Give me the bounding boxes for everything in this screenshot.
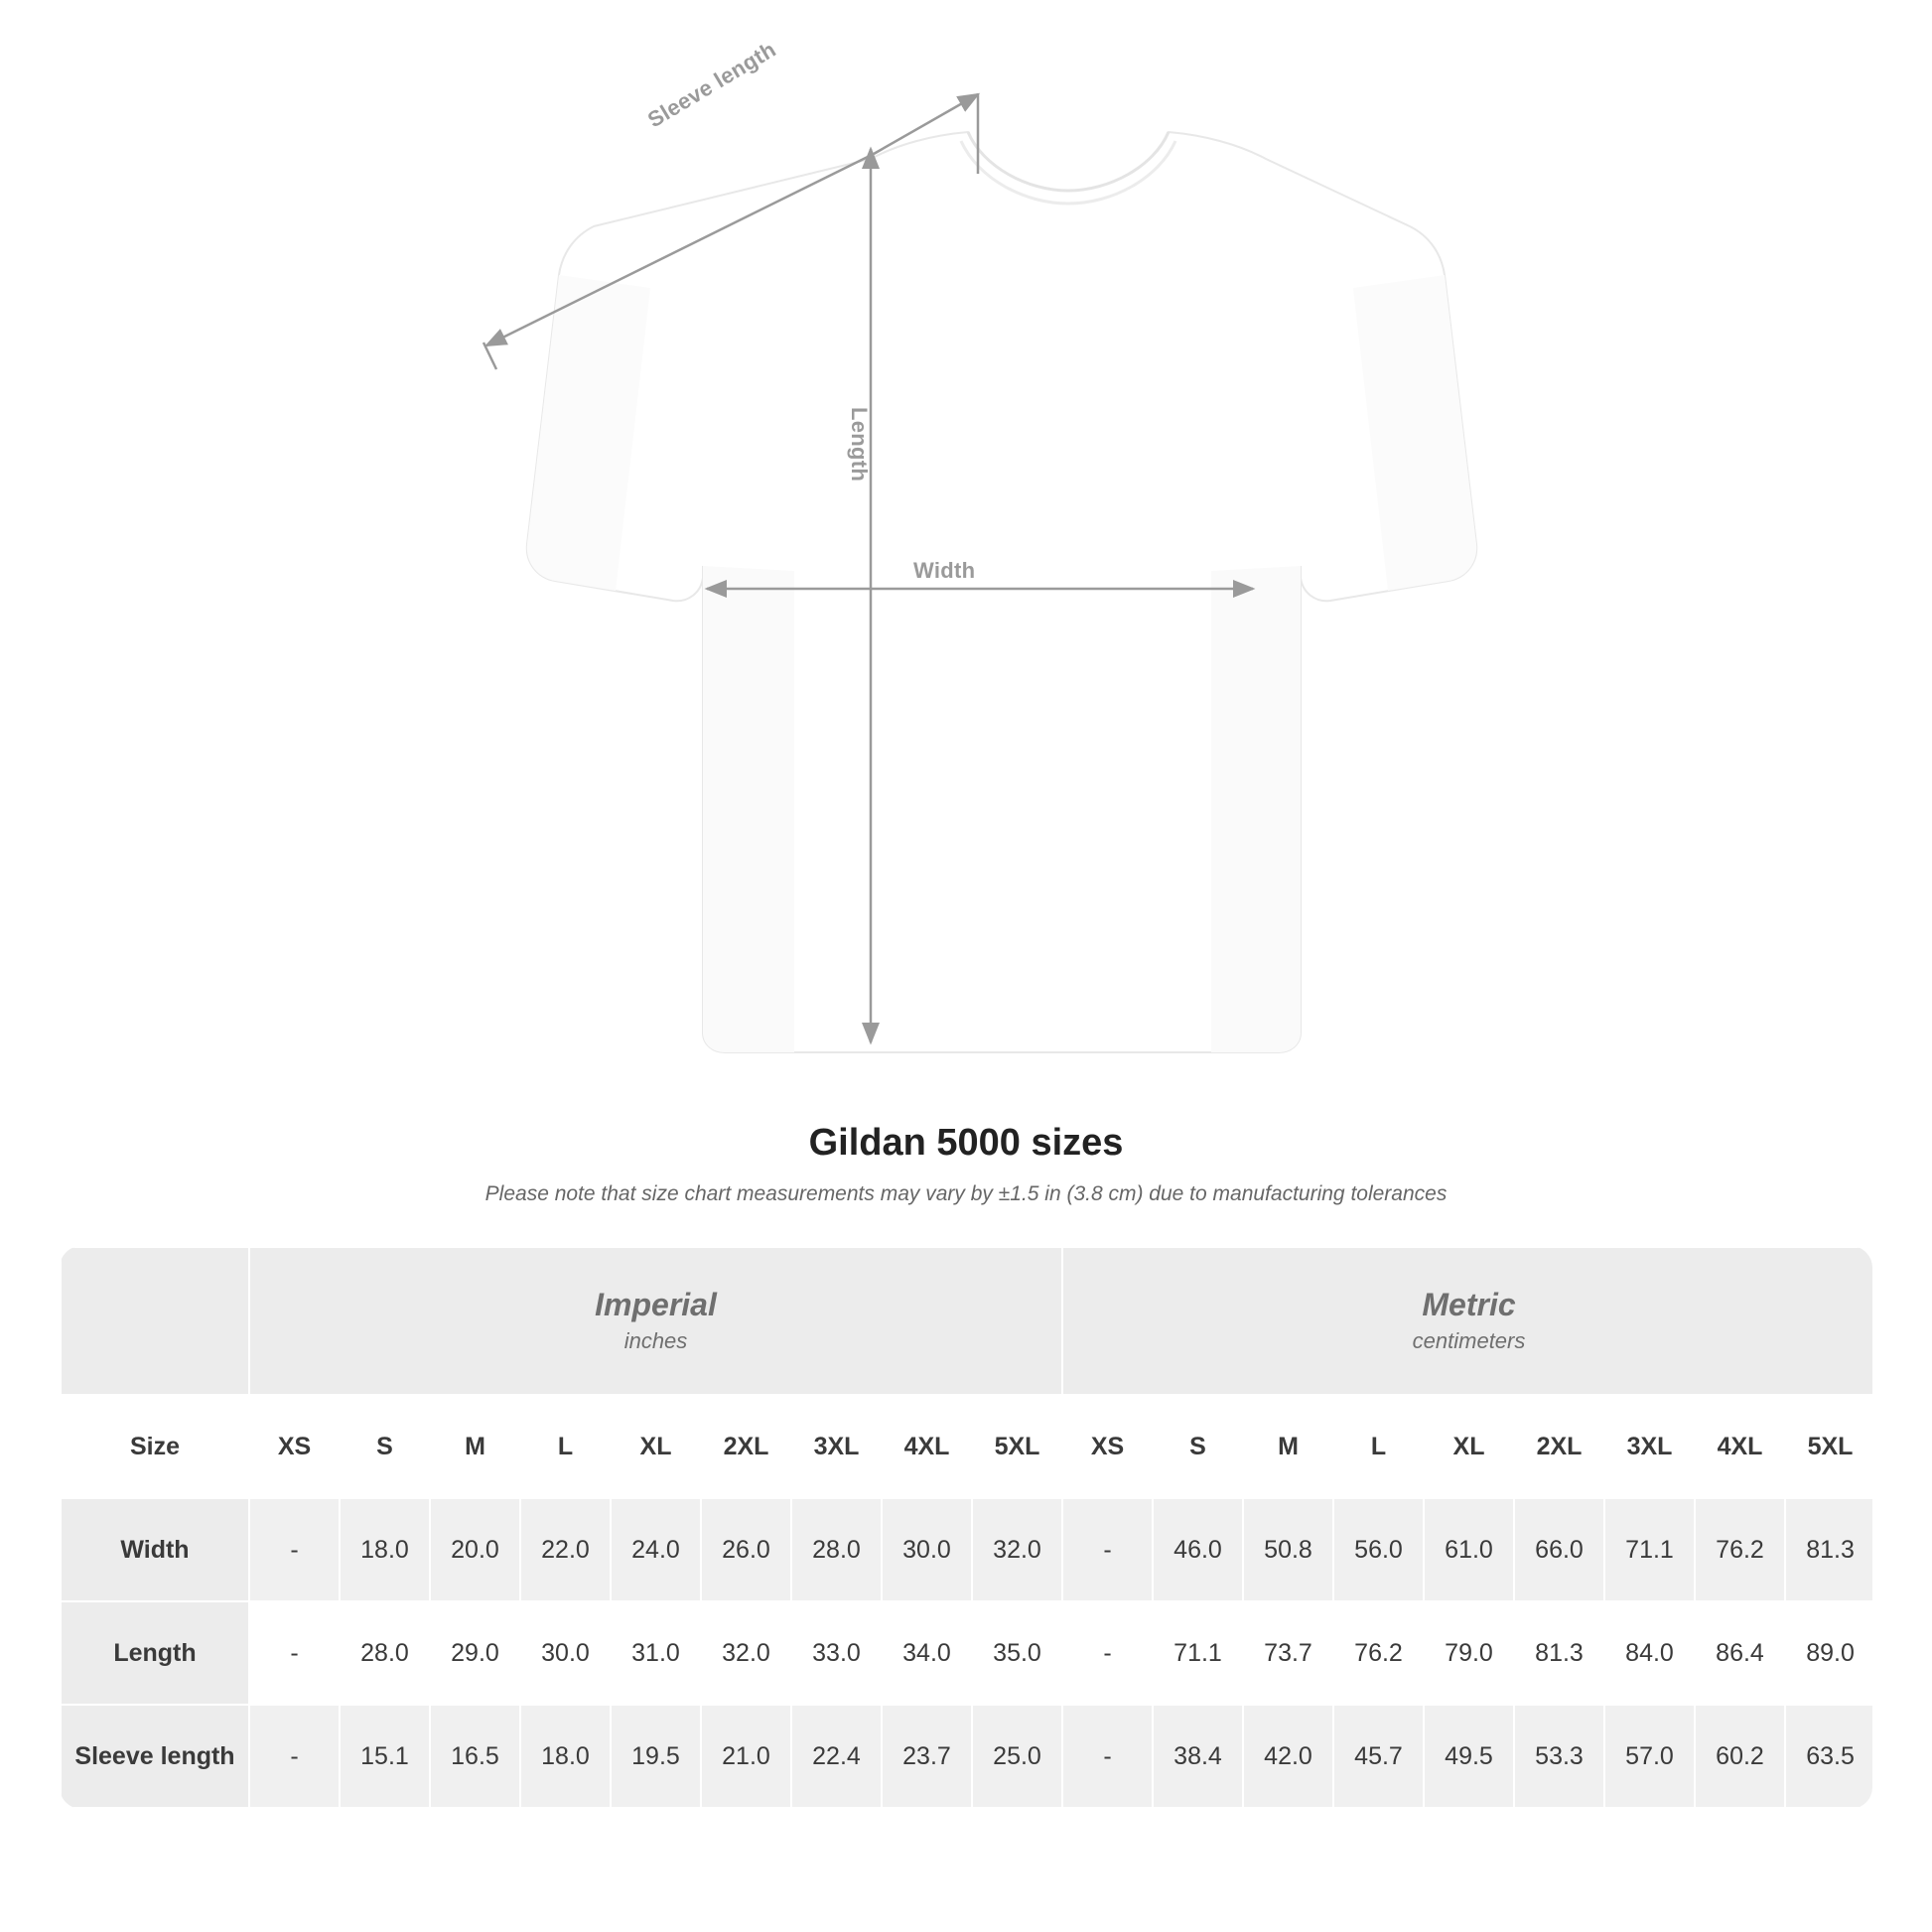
length-label: Length — [847, 407, 872, 483]
corner-cell — [61, 1247, 249, 1395]
cell-sleeve-metric-5xl: 63.5 — [1785, 1705, 1872, 1808]
cell-width-imperial-xl: 24.0 — [611, 1498, 701, 1601]
cell-length-metric-s: 71.1 — [1153, 1601, 1243, 1705]
size-table — [60, 1246, 1872, 1809]
size-table-wrapper — [60, 1246, 1872, 1809]
width-label: Width — [913, 558, 976, 583]
cell-length-metric-xl: 79.0 — [1424, 1601, 1514, 1705]
cell-sleeve-metric-m: 42.0 — [1243, 1705, 1333, 1808]
cell-sleeve-imperial-3xl: 22.4 — [791, 1705, 882, 1808]
sleeve-length-label: Sleeve length — [643, 36, 780, 133]
table-row — [61, 1498, 1872, 1601]
cell-length-metric-3xl: 84.0 — [1604, 1601, 1695, 1705]
size-header-metric-xl: XL — [1424, 1395, 1514, 1498]
cell-length-metric-m: 73.7 — [1243, 1601, 1333, 1705]
size-header-metric-s: S — [1153, 1395, 1243, 1498]
cell-length-imperial-4xl: 34.0 — [882, 1601, 972, 1705]
cell-sleeve-imperial-2xl: 21.0 — [701, 1705, 791, 1808]
cell-sleeve-metric-4xl: 60.2 — [1695, 1705, 1785, 1808]
title-block — [0, 1122, 1932, 1206]
cell-width-imperial-2xl: 26.0 — [701, 1498, 791, 1601]
cell-width-metric-l: 56.0 — [1333, 1498, 1424, 1601]
cell-width-metric-xs: - — [1062, 1498, 1153, 1601]
size-header-imperial-2xl: 2XL — [701, 1395, 791, 1498]
imperial-sub: inches — [623, 1328, 688, 1353]
size-header-metric-3xl: 3XL — [1604, 1395, 1695, 1498]
cell-length-imperial-m: 29.0 — [430, 1601, 520, 1705]
metric-name: Metric — [1422, 1287, 1516, 1322]
size-header-imperial-xs: XS — [249, 1395, 340, 1498]
imperial-name: Imperial — [595, 1287, 717, 1322]
cell-width-metric-xl: 61.0 — [1424, 1498, 1514, 1601]
cell-length-metric-2xl: 81.3 — [1514, 1601, 1604, 1705]
cell-sleeve-metric-3xl: 57.0 — [1604, 1705, 1695, 1808]
size-label: Size — [61, 1395, 249, 1498]
cell-length-metric-5xl: 89.0 — [1785, 1601, 1872, 1705]
cell-length-imperial-l: 30.0 — [520, 1601, 611, 1705]
cell-width-imperial-5xl: 32.0 — [972, 1498, 1062, 1601]
cell-sleeve-imperial-4xl: 23.7 — [882, 1705, 972, 1808]
cell-width-metric-3xl: 71.1 — [1604, 1498, 1695, 1601]
cell-sleeve-imperial-s: 15.1 — [340, 1705, 430, 1808]
size-header-metric-4xl: 4XL — [1695, 1395, 1785, 1498]
cell-sleeve-imperial-xs: - — [249, 1705, 340, 1808]
size-header-imperial-5xl: 5XL — [972, 1395, 1062, 1498]
row-label-width: Width — [61, 1498, 249, 1601]
size-header-imperial-s: S — [340, 1395, 430, 1498]
table-row — [61, 1601, 1872, 1705]
cell-length-imperial-s: 28.0 — [340, 1601, 430, 1705]
row-label-length: Length — [61, 1601, 249, 1705]
cell-width-imperial-xs: - — [249, 1498, 340, 1601]
imperial-header — [249, 1247, 1062, 1395]
cell-length-metric-l: 76.2 — [1333, 1601, 1424, 1705]
cell-length-imperial-2xl: 32.0 — [701, 1601, 791, 1705]
cell-width-metric-5xl: 81.3 — [1785, 1498, 1872, 1601]
row-label-sleeve-length: Sleeve length — [61, 1705, 249, 1808]
cell-width-imperial-s: 18.0 — [340, 1498, 430, 1601]
cell-width-imperial-m: 20.0 — [430, 1498, 520, 1601]
cell-sleeve-imperial-m: 16.5 — [430, 1705, 520, 1808]
cell-sleeve-imperial-5xl: 25.0 — [972, 1705, 1062, 1808]
table-row — [61, 1705, 1872, 1808]
cell-sleeve-metric-xl: 49.5 — [1424, 1705, 1514, 1808]
cell-width-metric-m: 50.8 — [1243, 1498, 1333, 1601]
cell-sleeve-imperial-l: 18.0 — [520, 1705, 611, 1808]
size-header-metric-5xl: 5XL — [1785, 1395, 1872, 1498]
size-header-metric-xs: XS — [1062, 1395, 1153, 1498]
cell-width-metric-s: 46.0 — [1153, 1498, 1243, 1601]
cell-sleeve-metric-s: 38.4 — [1153, 1705, 1243, 1808]
size-header-metric-2xl: 2XL — [1514, 1395, 1604, 1498]
cell-width-metric-2xl: 66.0 — [1514, 1498, 1604, 1601]
cell-width-imperial-l: 22.0 — [520, 1498, 611, 1601]
unit-header-row — [61, 1247, 1872, 1395]
cell-length-metric-4xl: 86.4 — [1695, 1601, 1785, 1705]
cell-length-imperial-xs: - — [249, 1601, 340, 1705]
size-header-metric-m: M — [1243, 1395, 1333, 1498]
cell-sleeve-metric-2xl: 53.3 — [1514, 1705, 1604, 1808]
cell-length-metric-xs: - — [1062, 1601, 1153, 1705]
cell-length-imperial-xl: 31.0 — [611, 1601, 701, 1705]
metric-header — [1062, 1247, 1872, 1395]
cell-sleeve-imperial-xl: 19.5 — [611, 1705, 701, 1808]
cell-length-imperial-5xl: 35.0 — [972, 1601, 1062, 1705]
size-header-imperial-4xl: 4XL — [882, 1395, 972, 1498]
tolerance-note: Please note that size chart measurements may vary by ±1.5 in (3.8 cm) due to manufacturing tolerances — [484, 1182, 1448, 1205]
size-header-imperial-l: L — [520, 1395, 611, 1498]
cell-width-metric-4xl: 76.2 — [1695, 1498, 1785, 1601]
tshirt-shape — [527, 132, 1476, 1052]
size-header-row — [61, 1395, 1872, 1498]
cell-length-imperial-3xl: 33.0 — [791, 1601, 882, 1705]
metric-sub: centimeters — [1412, 1328, 1526, 1353]
cell-sleeve-metric-xs: - — [1062, 1705, 1153, 1808]
size-header-imperial-m: M — [430, 1395, 520, 1498]
cell-width-imperial-4xl: 30.0 — [882, 1498, 972, 1601]
size-header-imperial-3xl: 3XL — [791, 1395, 882, 1498]
size-header-imperial-xl: XL — [611, 1395, 701, 1498]
cell-width-imperial-3xl: 28.0 — [791, 1498, 882, 1601]
size-header-metric-l: L — [1333, 1395, 1424, 1498]
cell-sleeve-metric-l: 45.7 — [1333, 1705, 1424, 1808]
page-title: Gildan 5000 sizes — [808, 1122, 1124, 1164]
